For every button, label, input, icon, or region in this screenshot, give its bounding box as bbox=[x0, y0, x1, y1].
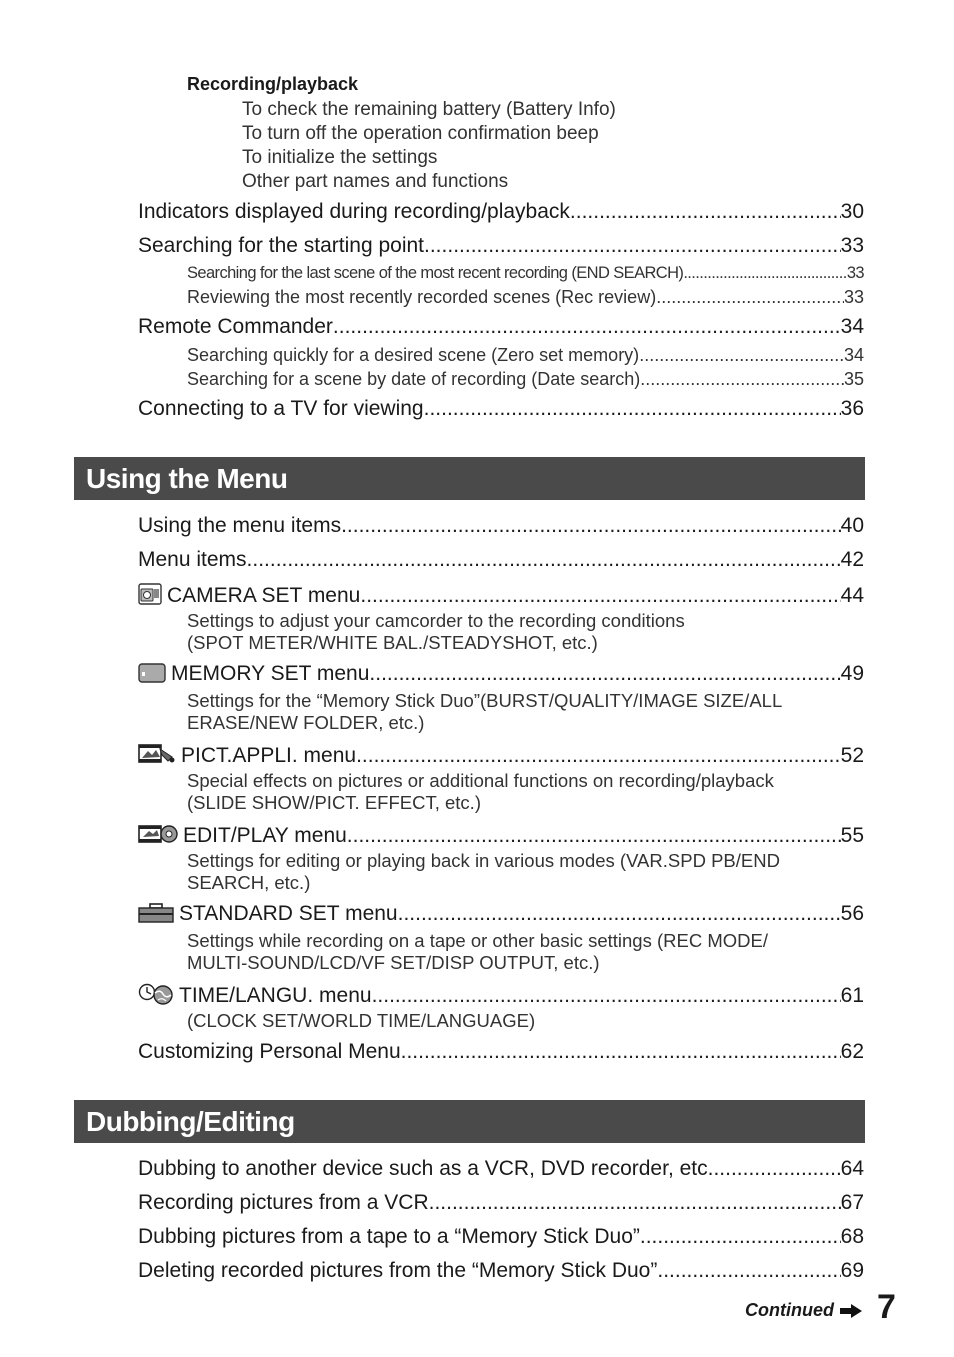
toc-entry-page: 33 bbox=[840, 234, 864, 257]
sub-topic: To initialize the settings bbox=[242, 147, 438, 168]
toolbox-icon bbox=[138, 903, 174, 923]
toc-entry-page: 56 bbox=[840, 902, 864, 925]
dot-leader bbox=[424, 232, 841, 260]
toc-entry-title: Deleting recorded pictures from the “Memory Stick Duo” bbox=[138, 1259, 658, 1282]
toc-entry[interactable] bbox=[138, 198, 864, 226]
description-line: (CLOCK SET/WORLD TIME/LANGUAGE) bbox=[187, 1010, 536, 1031]
dot-leader bbox=[640, 1223, 841, 1251]
toc-entry-standard-set[interactable] bbox=[138, 900, 864, 928]
sub-topic-list bbox=[242, 98, 616, 194]
menu-description bbox=[187, 610, 864, 654]
dot-leader bbox=[639, 343, 844, 367]
description-line: Special effects on pictures or additional functions on recording/playback bbox=[187, 770, 774, 791]
dot-leader bbox=[341, 512, 841, 540]
toc-entry[interactable] bbox=[138, 512, 864, 540]
toc-entry-title: Searching for the last scene of the most recent recording (END SEARCH) bbox=[187, 264, 684, 282]
dot-leader bbox=[570, 198, 841, 226]
toc-entry-title: Reviewing the most recently recorded scenes (Rec review) bbox=[187, 287, 657, 307]
toc-entry-page: 61 bbox=[840, 984, 864, 1007]
menu-description bbox=[187, 770, 864, 814]
dot-leader bbox=[424, 395, 841, 423]
toc-entry-title: Menu items bbox=[138, 548, 247, 571]
toc-entry-page: 40 bbox=[840, 514, 864, 537]
sub-topic: To turn off the operation confirmation beep bbox=[242, 123, 599, 144]
toc-entry-title: Dubbing to another device such as a VCR, DVD recorder, etc. bbox=[138, 1157, 714, 1180]
toc-entry-page: 33 bbox=[846, 264, 864, 282]
continued-label: Continued bbox=[745, 1300, 834, 1320]
section-heading-menu: Using the Menu bbox=[74, 457, 865, 500]
toc-entry-page: 34 bbox=[840, 315, 864, 338]
sub-topic: To check the remaining battery (Battery Info) bbox=[242, 99, 616, 120]
dot-leader bbox=[347, 822, 841, 848]
description-line: SEARCH, etc.) bbox=[187, 872, 311, 893]
edit-play-icon bbox=[138, 823, 178, 845]
toc-entry-page: 35 bbox=[843, 369, 864, 389]
dot-leader bbox=[683, 261, 847, 285]
description-line: Settings to adjust your camcorder to the recording conditions bbox=[187, 610, 685, 631]
dot-leader bbox=[401, 1038, 841, 1066]
description-line: (SPOT METER/WHITE BAL./STEADYSHOT, etc.) bbox=[187, 632, 598, 653]
toc-entry-page: 69 bbox=[840, 1259, 864, 1282]
dot-leader bbox=[657, 1257, 840, 1285]
dot-leader bbox=[247, 546, 841, 574]
dot-leader bbox=[333, 313, 841, 341]
clock-globe-icon bbox=[138, 983, 174, 1005]
toc-entry[interactable] bbox=[138, 232, 864, 260]
toc-entry-page: 68 bbox=[840, 1225, 864, 1248]
picture-application-icon bbox=[138, 743, 176, 765]
toc-entry[interactable] bbox=[138, 546, 864, 574]
toc-entry-page: 33 bbox=[843, 287, 864, 307]
toc-entry-title: Recording pictures from a VCR bbox=[138, 1191, 429, 1214]
dot-leader bbox=[656, 285, 844, 309]
menu-description bbox=[187, 930, 864, 974]
sub-heading: Recording/playback bbox=[187, 74, 359, 94]
toc-entry-title: PICT.APPLI. menu bbox=[181, 744, 357, 767]
description-line: Settings for editing or playing back in various modes (VAR.SPD PB/END bbox=[187, 850, 780, 871]
toc-entry-title: Customizing Personal Menu bbox=[138, 1040, 401, 1063]
description-line: (SLIDE SHOW/PICT. EFFECT, etc.) bbox=[187, 792, 481, 813]
toc-entry-memory-set[interactable] bbox=[138, 660, 864, 688]
toc-entry-title: Indicators displayed during recording/playback bbox=[138, 200, 570, 223]
toc-entry[interactable] bbox=[138, 1223, 864, 1251]
toc-subentry[interactable] bbox=[187, 367, 864, 391]
toc-entry-page: 49 bbox=[840, 662, 864, 685]
toc-entry-title: EDIT/PLAY menu bbox=[183, 824, 347, 847]
dot-leader bbox=[640, 367, 844, 391]
toc-entry-time-langu[interactable] bbox=[138, 980, 864, 1008]
toc-entry-title: TIME/LANGU. menu bbox=[179, 984, 372, 1007]
toc-entry[interactable] bbox=[138, 1257, 864, 1285]
toc-entry-page: 55 bbox=[840, 824, 864, 847]
dot-leader bbox=[369, 660, 840, 688]
description-line: Settings while recording on a tape or other basic settings (REC MODE/ bbox=[187, 930, 768, 951]
dot-leader bbox=[429, 1189, 841, 1217]
toc-entry-pict-appli[interactable] bbox=[138, 740, 864, 768]
toc-entry-page: 62 bbox=[840, 1040, 864, 1063]
page-number: 7 bbox=[877, 1288, 896, 1326]
toc-entry-title: Searching for a scene by date of recording (Date search) bbox=[187, 369, 641, 389]
toc-subentry[interactable] bbox=[187, 261, 864, 285]
toc-subentry[interactable] bbox=[187, 285, 864, 309]
menu-description bbox=[187, 690, 864, 734]
toc-entry-page: 44 bbox=[840, 584, 864, 607]
toc-entry-page: 30 bbox=[840, 200, 864, 223]
toc-subentry[interactable] bbox=[187, 343, 864, 367]
toc-entry-page: 64 bbox=[840, 1157, 864, 1180]
dot-leader bbox=[360, 582, 840, 608]
section-heading-dubbing: Dubbing/Editing bbox=[74, 1100, 865, 1143]
toc-entry-page: 34 bbox=[843, 345, 864, 365]
toc-entry-edit-play[interactable] bbox=[138, 820, 864, 848]
dot-leader bbox=[398, 900, 841, 928]
toc-entry-camera-set[interactable] bbox=[138, 580, 864, 608]
menu-description bbox=[187, 850, 864, 894]
toc-entry-title: MEMORY SET menu bbox=[171, 662, 370, 685]
toc-entry-title: Searching for the starting point bbox=[138, 234, 425, 257]
sub-topic: Other part names and functions bbox=[242, 171, 509, 192]
dot-leader bbox=[372, 982, 841, 1008]
toc-entry-page: 42 bbox=[840, 548, 864, 571]
toc-entry-page: 36 bbox=[840, 397, 864, 420]
description-line: MULTI-SOUND/LCD/VF SET/DISP OUTPUT, etc.) bbox=[187, 952, 600, 973]
toc-entry-title: Remote Commander bbox=[138, 315, 333, 338]
dot-leader bbox=[356, 742, 841, 768]
continued-indicator[interactable] bbox=[745, 1300, 862, 1321]
toc-entry[interactable] bbox=[138, 395, 864, 423]
arrow-right-icon bbox=[840, 1304, 862, 1318]
camera-icon bbox=[138, 583, 162, 605]
menu-description bbox=[187, 1010, 864, 1032]
toc-entry-title: STANDARD SET menu bbox=[179, 902, 398, 925]
toc-entry[interactable] bbox=[138, 1189, 864, 1217]
dot-leader bbox=[713, 1155, 840, 1183]
toc-entry-page: 67 bbox=[840, 1191, 864, 1214]
toc-entry-title: Searching quickly for a desired scene (Zero set memory) bbox=[187, 345, 640, 365]
description-line: Settings for the “Memory Stick Duo”(BURST/QUALITY/IMAGE SIZE/ALL bbox=[187, 690, 783, 711]
toc-entry-title: Connecting to a TV for viewing bbox=[138, 397, 424, 420]
memory-stick-icon bbox=[138, 663, 166, 683]
toc-entry[interactable] bbox=[138, 1155, 864, 1183]
toc-entry-title: Using the menu items bbox=[138, 514, 342, 537]
toc-entry[interactable] bbox=[138, 313, 864, 341]
toc-entry-page: 52 bbox=[840, 744, 864, 767]
toc-entry[interactable] bbox=[138, 1038, 864, 1066]
toc-entry-title: CAMERA SET menu bbox=[167, 584, 361, 607]
toc-entry-title: Dubbing pictures from a tape to a “Memory Stick Duo” bbox=[138, 1225, 640, 1248]
description-line: ERASE/NEW FOLDER, etc.) bbox=[187, 712, 425, 733]
